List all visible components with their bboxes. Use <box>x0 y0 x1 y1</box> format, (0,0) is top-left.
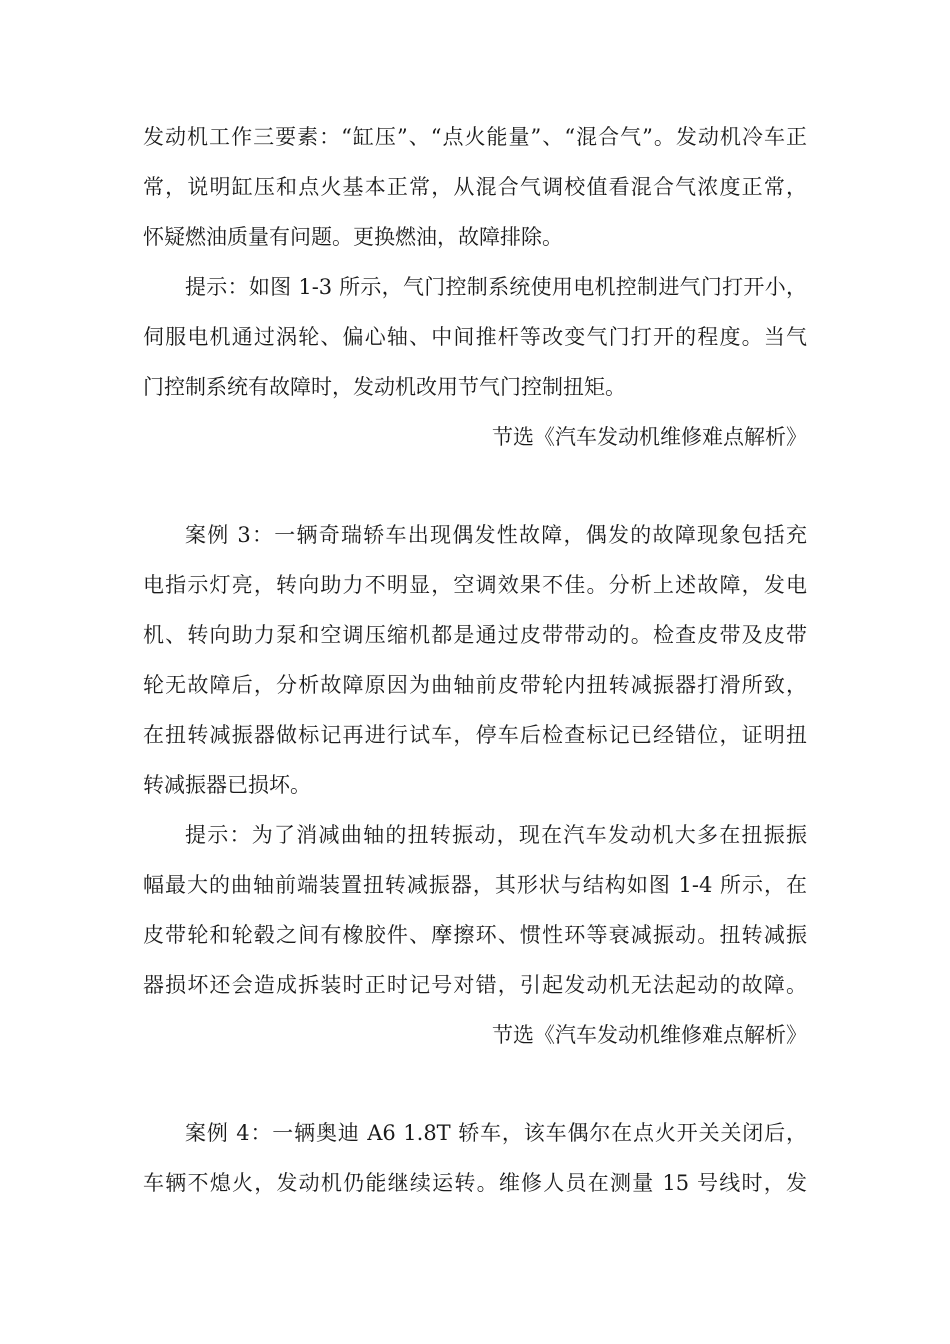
text-line: 案例 4：一辆奥迪 A6 1.8T 轿车，该车偶尔在点火开关关闭后， <box>185 1121 807 1145</box>
text-line: 提示：为了消减曲轴的扭转振动，现在汽车发动机大多在扭振振 <box>185 823 807 847</box>
text-line: 在扭转减振器做标记再进行试车，停车后检查标记已经错位，证明扭 <box>143 723 807 747</box>
text-line: 器损坏还会造成拆装时正时记号对错，引起发动机无法起动的故障。 <box>143 973 807 997</box>
text-line: 常，说明缸压和点火基本正常，从混合气调校值看混合气浓度正常， <box>143 175 807 199</box>
text-line: 怀疑燃油质量有问题。更换燃油，故障排除。 <box>143 225 563 249</box>
text-line: 发动机工作三要素：“缸压”、“点火能量”、“混合气”。发动机冷车正 <box>143 125 807 149</box>
source-citation: 节选《汽车发动机维修难点解析》 <box>492 1023 807 1047</box>
text-line: 伺服电机通过涡轮、偏心轴、中间推杆等改变气门打开的程度。当气 <box>143 325 807 349</box>
text-line: 皮带轮和轮毂之间有橡胶件、摩擦环、惯性环等衰减振动。扭转减振 <box>143 923 807 947</box>
text-line: 提示：如图 1-3 所示，气门控制系统使用电机控制进气门打开小， <box>185 275 807 299</box>
text-line: 轮无故障后，分析故障原因为曲轴前皮带轮内扭转减振器打滑所致， <box>143 673 807 697</box>
text-line: 电指示灯亮，转向助力不明显，空调效果不佳。分析上述故障，发电 <box>143 573 807 597</box>
source-citation: 节选《汽车发动机维修难点解析》 <box>492 425 807 449</box>
text-line: 幅最大的曲轴前端装置扭转减振器，其形状与结构如图 1-4 所示，在 <box>143 873 807 897</box>
text-line: 案例 3：一辆奇瑞轿车出现偶发性故障，偶发的故障现象包括充 <box>185 523 807 547</box>
text-line: 转减振器已损坏。 <box>143 773 311 797</box>
text-line: 门控制系统有故障时，发动机改用节气门控制扭矩。 <box>143 375 626 399</box>
text-line: 机、转向助力泵和空调压缩机都是通过皮带带动的。检查皮带及皮带 <box>143 623 807 647</box>
text-line: 车辆不熄火，发动机仍能继续运转。维修人员在测量 15 号线时，发 <box>143 1171 807 1195</box>
